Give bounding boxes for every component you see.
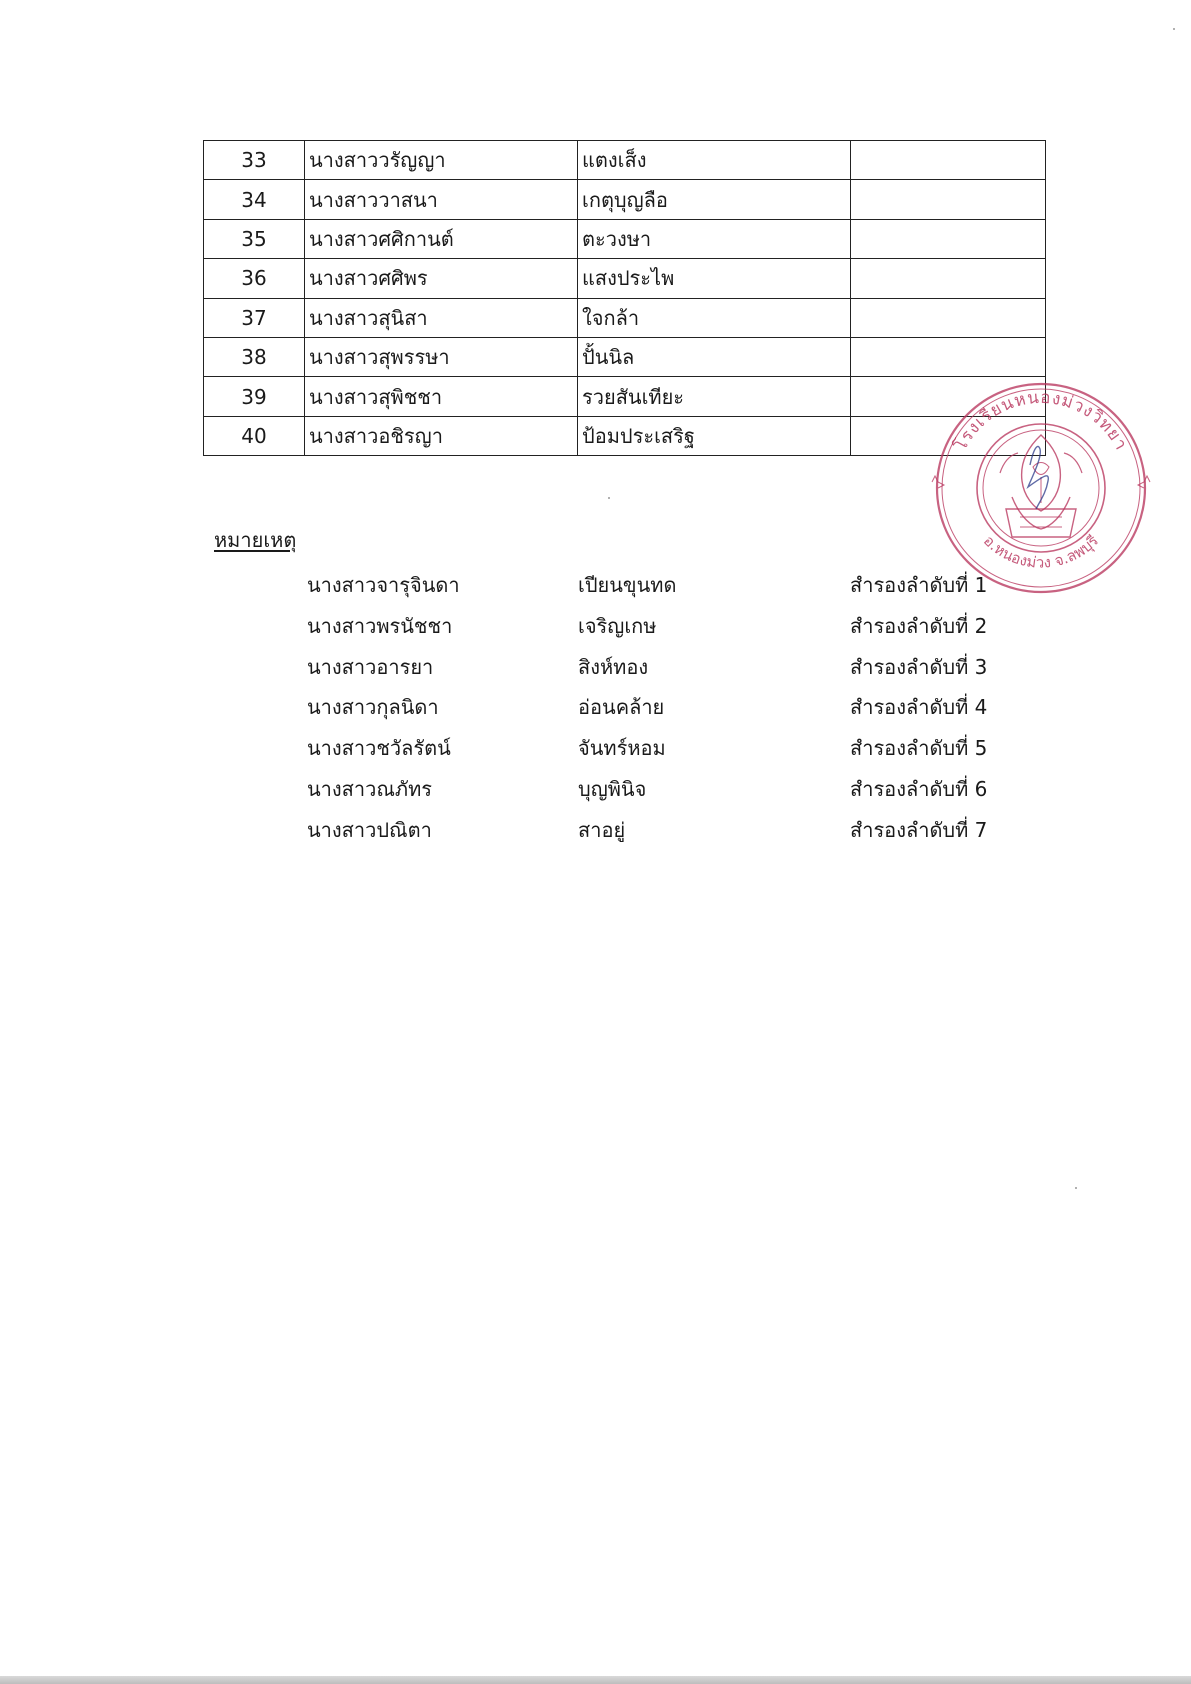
alternate-first-name: นางสาวพรนัชชา bbox=[307, 613, 453, 638]
alternate-first-name: นางสาวกุลนิดา bbox=[307, 695, 439, 720]
alternate-last-name: อ่อนคล้าย bbox=[578, 695, 665, 720]
alternate-rank: สำรองลำดับที่ 6 bbox=[850, 776, 988, 801]
row-number: 39 bbox=[204, 377, 305, 416]
alternate-first-name: นางสาวจารุจินดา bbox=[307, 573, 460, 597]
list-item bbox=[307, 645, 1007, 686]
alternate-rank: สำรองลำดับที่ 1 bbox=[850, 573, 988, 597]
row-number: 38 bbox=[204, 337, 305, 376]
roster-table bbox=[203, 140, 1046, 456]
note-cell bbox=[851, 219, 1046, 258]
table-row bbox=[204, 259, 1046, 298]
stamp-bottom-text: อ.หนองม่วง จ.ลพบุรี bbox=[979, 531, 1103, 572]
row-number: 35 bbox=[204, 219, 305, 258]
first-name-cell: นางสาวสุนิสา bbox=[305, 298, 578, 337]
row-number: 33 bbox=[204, 141, 305, 180]
table-row bbox=[204, 416, 1046, 455]
scan-speck bbox=[608, 497, 610, 499]
alternate-rank: สำรองลำดับที่ 3 bbox=[850, 654, 988, 679]
last-name-cell: แตงเส็ง bbox=[578, 141, 851, 180]
row-number: 34 bbox=[204, 180, 305, 219]
first-name-cell: นางสาวอชิรญา bbox=[305, 416, 578, 455]
stamp-top-text: โรงเรียนหนองม่วงวิทยา bbox=[950, 387, 1132, 455]
list-item bbox=[307, 808, 1007, 849]
signature-mark bbox=[1028, 446, 1048, 509]
school-seal-stamp bbox=[930, 377, 1152, 599]
alternate-first-name: นางสาวปณิตา bbox=[307, 817, 432, 842]
alternate-last-name: เปียนขุนทด bbox=[578, 573, 677, 597]
row-number: 40 bbox=[204, 416, 305, 455]
alternate-rank: สำรองลำดับที่ 4 bbox=[850, 695, 988, 720]
table-row bbox=[204, 219, 1046, 258]
alternate-first-name: นางสาวชวัลรัตน์ bbox=[307, 736, 451, 761]
last-name-cell: ปั้นนิล bbox=[578, 337, 851, 376]
alternate-rank: สำรองลำดับที่ 5 bbox=[850, 736, 988, 761]
alternate-rank: สำรองลำดับที่ 2 bbox=[850, 613, 988, 638]
alternate-last-name: เจริญเกษ bbox=[578, 613, 657, 638]
remark-heading: หมายเหตุ bbox=[214, 528, 297, 552]
list-item bbox=[307, 563, 1007, 604]
table-row bbox=[204, 337, 1046, 376]
note-cell bbox=[851, 298, 1046, 337]
scan-speck bbox=[1075, 1187, 1077, 1189]
last-name-cell: ตะวงษา bbox=[578, 219, 851, 258]
first-name-cell: นางสาวสุพรรษา bbox=[305, 337, 578, 376]
first-name-cell: นางสาวศศิกานต์ bbox=[305, 219, 578, 258]
alternate-last-name: สิงห์ทอง bbox=[578, 654, 649, 679]
alternate-first-name: นางสาวอารยา bbox=[307, 654, 434, 679]
first-name-cell: นางสาววาสนา bbox=[305, 180, 578, 219]
first-name-cell: นางสาวสุพิชชา bbox=[305, 377, 578, 416]
first-name-cell: นางสาวศศิพร bbox=[305, 259, 578, 298]
alternate-first-name: นางสาวณภัทร bbox=[307, 776, 432, 801]
table-row bbox=[204, 298, 1046, 337]
alternates-list bbox=[307, 563, 1007, 849]
first-name-cell: นางสาววรัญญา bbox=[305, 141, 578, 180]
list-item bbox=[307, 604, 1007, 645]
alternate-rank: สำรองลำดับที่ 7 bbox=[850, 817, 988, 842]
table-row bbox=[204, 377, 1046, 416]
last-name-cell: เกตุบุญลือ bbox=[578, 180, 851, 219]
scan-speck bbox=[1173, 28, 1175, 30]
svg-text:โรงเรียนหนองม่วงวิทยา bbox=[950, 388, 1131, 454]
list-item bbox=[307, 767, 1007, 808]
note-cell bbox=[851, 259, 1046, 298]
last-name-cell: ป้อมประเสริฐ bbox=[578, 416, 851, 455]
list-item bbox=[307, 685, 1007, 726]
last-name-cell: ใจกล้า bbox=[578, 298, 851, 337]
row-number: 36 bbox=[204, 259, 305, 298]
table-row bbox=[204, 141, 1046, 180]
table-row bbox=[204, 180, 1046, 219]
last-name-cell: รวยสันเทียะ bbox=[578, 377, 851, 416]
note-cell bbox=[851, 337, 1046, 376]
scan-edge bbox=[0, 1676, 1191, 1684]
last-name-cell: แสงประไพ bbox=[578, 259, 851, 298]
note-cell bbox=[851, 180, 1046, 219]
roster-table-body bbox=[204, 141, 1046, 456]
row-number: 37 bbox=[204, 298, 305, 337]
alternate-last-name: จันทร์หอม bbox=[578, 736, 666, 761]
alternate-last-name: สาอยู่ bbox=[578, 817, 626, 842]
list-item bbox=[307, 726, 1007, 767]
alternate-last-name: บุญพินิจ bbox=[578, 776, 647, 801]
note-cell bbox=[851, 141, 1046, 180]
